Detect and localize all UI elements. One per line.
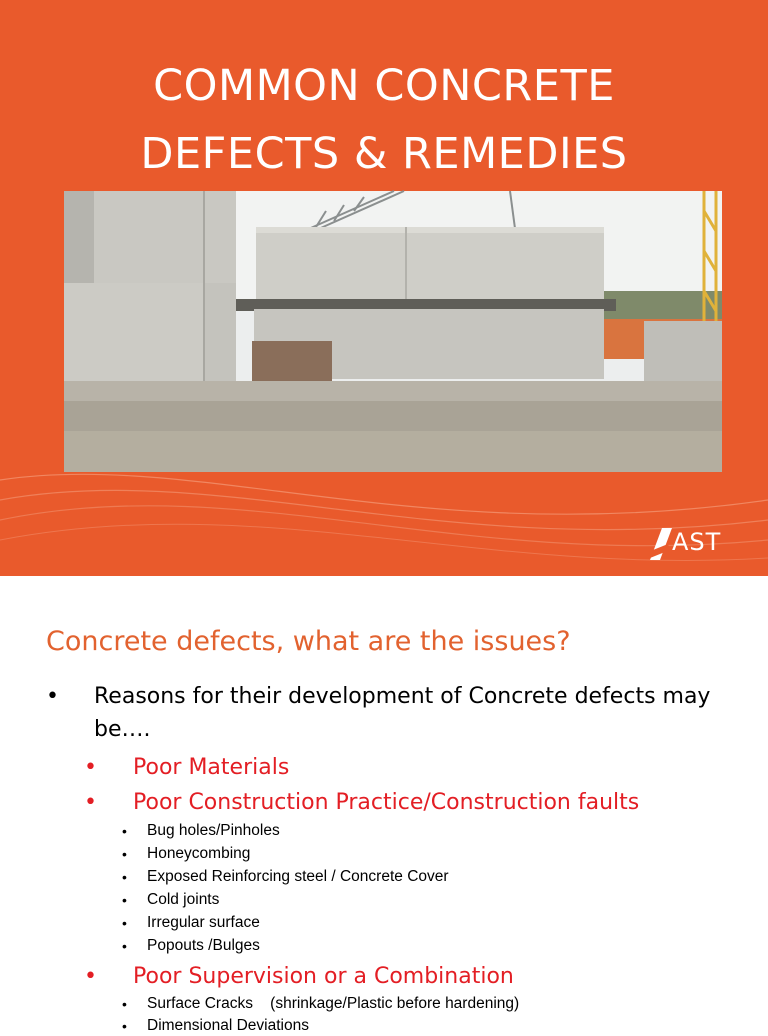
intro-text: Reasons for their development of Concrete defects may be….: [94, 684, 711, 742]
sub-list-item: Exposed Reinforcing steel / Concrete Cover: [147, 868, 449, 885]
bullet-icon: •: [122, 1018, 127, 1034]
bullet-icon: •: [122, 915, 127, 931]
bullet-icon: •: [122, 938, 127, 954]
bullet-icon: •: [122, 869, 127, 885]
sub-list-item: Dimensional Deviations: [147, 1017, 309, 1034]
sub-list-item: Surface Cracks (shrinkage/Plastic before hardening): [147, 995, 520, 1012]
bullet-icon: •: [46, 684, 59, 709]
bullet-icon: •: [84, 790, 97, 815]
list-item: Poor Materials: [133, 755, 290, 780]
list-item: Poor Supervision or a Combination: [133, 964, 514, 989]
sub-list-item: Popouts /Bulges: [147, 937, 260, 954]
sub-list-item: Cold joints: [147, 891, 220, 908]
slide-heading: Concrete defects, what are the issues?: [46, 626, 571, 657]
bullet-icon: •: [84, 964, 97, 989]
title-line-1: COMMON CONCRETE: [153, 61, 615, 111]
list-item: Poor Construction Practice/Construction faults: [133, 790, 640, 815]
bullet-icon: •: [122, 996, 127, 1012]
concrete-blocks-photo: [64, 191, 722, 472]
bullet-icon: •: [122, 823, 127, 839]
sub-list-item: Honeycombing: [147, 845, 251, 862]
sub-list-item: Bug holes/Pinholes: [147, 822, 280, 839]
logo-text: AST: [672, 528, 722, 556]
defects-slide: [0, 576, 768, 1034]
slide-title: [0, 52, 768, 188]
bullet-icon: •: [122, 846, 127, 862]
bullet-icon: •: [122, 892, 127, 908]
title-line-2: DEFECTS & REMEDIES: [140, 129, 628, 179]
sub-list-item: Irregular surface: [147, 914, 260, 931]
bullet-icon: •: [84, 755, 97, 780]
